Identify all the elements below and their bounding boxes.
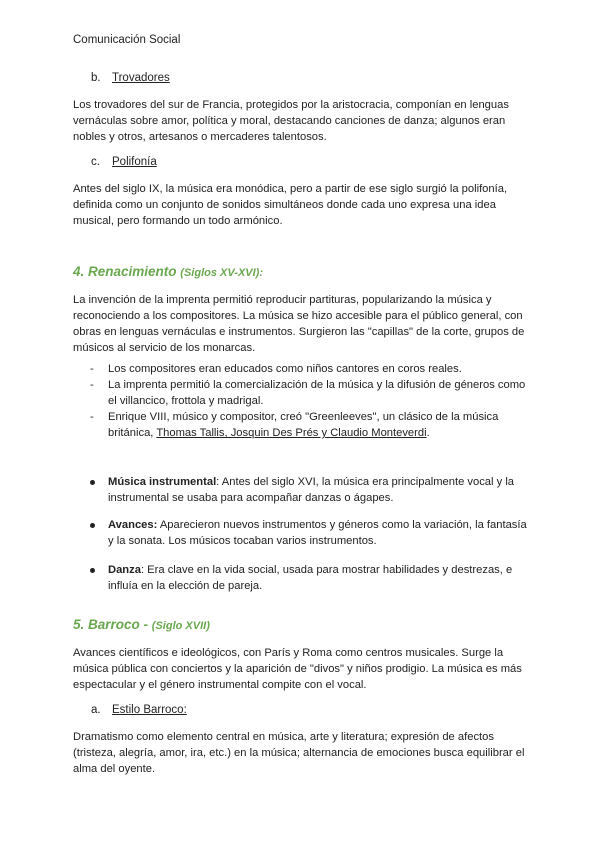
list-item: - Enrique VIII, músico y compositor, creó "Greenleeves", un clásico de la música británica, Thomas Tallis, Josquin Des Prés y Claudio Monteverdi. xyxy=(90,411,499,439)
bullet-item-musica-instrumental: Música instrumental: Antes del siglo XVI, la música era principalmente vocal y la instrumental se usaba para acompañar danzas o ágapes. xyxy=(90,474,530,506)
subheading-title: Trovadores xyxy=(112,72,170,84)
paragraph-barroco: Avances científicos e ideológicos, con París y Roma como centros musicales. Surge la música pública con conciertos y la aparición de "divos" y niños prodigio. La música es más espectacular y el género instrumental compite con el vocal. xyxy=(73,647,522,691)
section-period: (Siglo XVII) xyxy=(151,620,210,632)
composers-link[interactable]: Thomas Tallis, Josquin Des Prés y Claudio Monteverdi xyxy=(156,427,427,439)
section-period: (Siglos XV-XVI): xyxy=(180,267,264,279)
list-label: c. xyxy=(91,156,100,168)
subheading-polifonia xyxy=(91,156,157,168)
section-title: 4. Renacimiento xyxy=(73,264,177,279)
bullet-icon xyxy=(90,480,95,485)
bullet-item-avances: Avances: Aparecieron nuevos instrumentos y géneros como la variación, la fantasía y la sonata. Los músicos tocaban varios instrumentos. xyxy=(90,517,530,549)
dash-list xyxy=(90,361,529,441)
list-label: b. xyxy=(91,72,101,84)
document-header: Comunicación Social xyxy=(73,34,181,46)
paragraph-renacimiento: La invención de la imprenta permitió reproducir partituras, popularizando la música y reconociendo a los compositores. La música se hizo accesible para el público general, con obras en lenguas vernáculas e instrumentos. Surgieron las "capillas" de la corte, grupos de músicos al servicio de los monarcas. xyxy=(73,294,525,354)
bullet-icon xyxy=(90,523,95,528)
paragraph-estilo-barroco: Dramatismo como elemento central en música, arte y literatura; expresión de afectos (tristeza, alegría, amor, ira, etc.) en la música; alternancia de emociones busca equilibrar el alma del oyente. xyxy=(73,731,525,775)
list-item: - La imprenta permitió la comercialización de la música y la difusión de géneros como el villancico, frottola y madrigal. xyxy=(90,379,526,407)
bullet-icon xyxy=(90,568,95,573)
section-heading-barroco xyxy=(73,617,210,632)
subheading-estilo-barroco xyxy=(91,704,187,716)
section-title: 5. Barroco - xyxy=(73,617,149,632)
bullet-item-danza: Danza: Era clave en la vida social, usada para mostrar habilidades y destrezas, e influía en la elección de pareja. xyxy=(90,562,530,594)
subheading-trovadores xyxy=(91,72,170,84)
subheading-title: Polifonía xyxy=(112,156,157,168)
paragraph-trovadores: Los trovadores del sur de Francia, protegidos por la aristocracia, componían en lenguas vernáculas sobre amor, política y moral, destacando canciones de danza; algunos eran nobles y otros, artesanos o mercaderes talentosos. xyxy=(73,99,509,143)
list-label: a. xyxy=(91,704,101,716)
subheading-title: Estilo Barroco: xyxy=(112,704,187,716)
paragraph-polifonia: Antes del siglo IX, la música era monódica, pero a partir de ese siglo surgió la polifonía, definida como un conjunto de sonidos simultáneos donde cada uno expresa una idea musical, pero formando un todo armónico. xyxy=(73,183,508,227)
section-heading-renacimiento xyxy=(73,264,263,279)
list-item: - Los compositores eran educados como niños cantores en coros reales. xyxy=(90,363,462,375)
